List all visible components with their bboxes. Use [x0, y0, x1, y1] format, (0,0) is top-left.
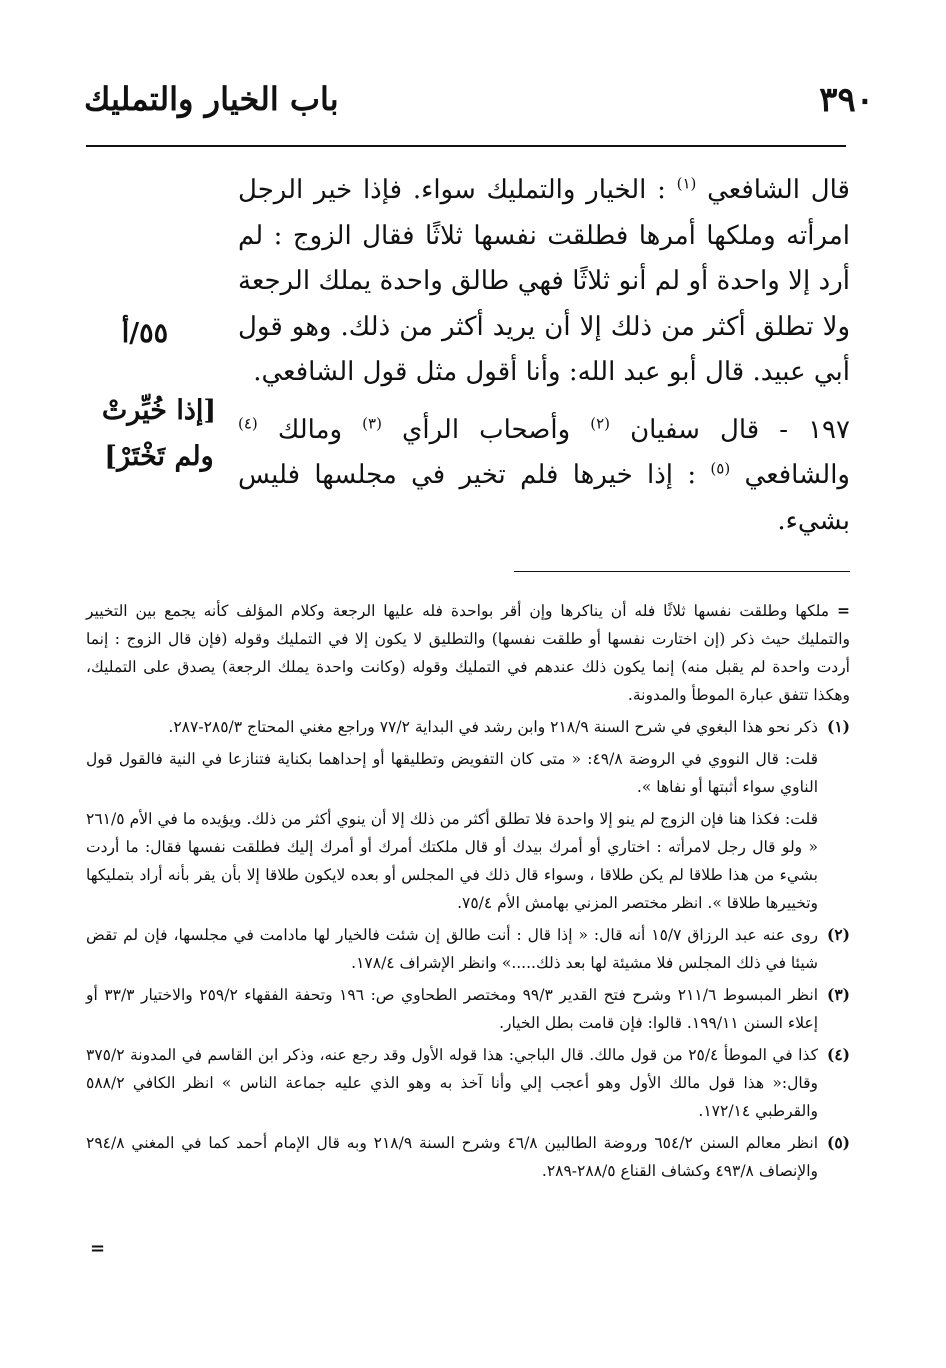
footnote-1-note-1: قلت: قال النووي في الروضة ٤٩/٨: « متى كان التفويض وتطليقها أو إحداهما بكناية فتنازعا في النية فالقول قول الناوي سواء أثبتها أو نفاها ». — [86, 750, 818, 796]
margin-heading-line-1: [إذا خُيِّرتْ — [101, 395, 217, 426]
footnote-ref-4[interactable]: (٤) — [238, 413, 258, 432]
footnote-1 — [86, 713, 850, 741]
footnote-number: (١) — [826, 717, 850, 736]
footnotes — [86, 597, 850, 1189]
footnote-number: (٣) — [826, 985, 850, 1004]
paragraph-2-text-b: وأصحاب الرأي — [381, 414, 591, 445]
footnote-3 — [86, 981, 850, 1037]
main-text — [238, 168, 850, 544]
paragraph-2-text-c: ومالك — [257, 414, 363, 445]
margin-heading — [84, 388, 234, 480]
footnote-number: (٢) — [826, 925, 850, 944]
paragraph-2-text-a: - قال سفيان — [610, 414, 809, 445]
margin-heading-line-2: ولم تَخْتَرْ] — [104, 441, 214, 472]
running-title: باب الخيار والتمليك — [84, 80, 339, 118]
paragraph-2 — [238, 408, 850, 545]
continuation-mark: = — [836, 601, 850, 620]
footnote-1-note-2: قلت: فكذا هنا فإن الزوج لم ينو إلا واحدة فلا تطلق أكثر من ذلك إلا أن ينوي أكثر من ذلك. ويؤيده ما في الأم ٢٦١/٥ « ولو قال رجل لامرأته : اختاري أو أمرك بيدك أو قال ملكتك أمرك أو أمرك إليك فطلقت نفسها فقال: ما أردت بشيء من هذا طلاقا لم يكن طلاقا ، وسواء قال ذلك في المجلس أو بعده لايكون طلاقا إلا بأن يقر بأنه أراد بتمليكها وتخييرها طلاقا ». انظر مختصر المزني بهامش الأم ٧٥/٤. — [86, 810, 818, 912]
footnote-2 — [86, 921, 850, 977]
footnote-continuation — [86, 597, 850, 709]
footnote-4 — [86, 1041, 850, 1125]
paragraph-1-text-a: قال الشافعي — [696, 175, 850, 205]
footnote-ref-1[interactable]: (١) — [676, 174, 697, 193]
paragraph-number: ١٩٧ — [808, 414, 850, 445]
header-rule — [86, 145, 846, 147]
footnote-text: انظر معالم السنن ٦٥٤/٢ وروضة الطالبين ٤٦/٨ وشرح السنة ٢١٨/٩ وبه قال الإمام أحمد كما في المغني ٢٩٤/٨ والإنصاف ٤٩٣/٨ وكشاف القناع ٢٨٨/٥-٢٨٩. — [86, 1134, 818, 1180]
footnote-5 — [86, 1129, 850, 1185]
paragraph-1-text-b: : الخيار والتمليك سواء. فإذا خير الرجل امرأته وملكها أمرها فطلقت نفسها ثلاثًا فقال الزوج : لم أرد إلا واحدة أو لم أنو ثلاثًا فهي طالق واحدة يملك الرجعة ولا تطلق أكثر من ذلك إلا أن يريد أكثر من ذلك. وهو قول أبي عبيد. قال أبو عبد الله: وأنا أقول مثل قول الشافعي. — [238, 175, 850, 387]
footnote-text: انظر المبسوط ٢١١/٦ وشرح فتح القدير ٩٩/٣ ومختصر الطحاوي ص: ١٩٦ وتحفة الفقهاء ٢٥٩/٢ والاختيار ٣٣/٣ أو إعلاء السنن ١٩٩/١١. قالوا: فإن قامت بطل الخيار. — [86, 986, 819, 1032]
footnote-continuation-text: ملكها وطلقت نفسها ثلاثًا فله أن يناكرها وإن أقر بواحدة فله عليها الرجعة وكلام المؤلف كأنه يجمع بين التخيير والتمليك حيث ذكر (إن اختارت نفسها أو طلقت نفسها) والتطليق لا يكون إلا في التمليك وقوله (فإن قال الزوج : إنما أردت واحدة لم يقبل منه) إنما يكون ذلك عندهم في التمليك وقوله (وكانت واحدة يملك الرجعة) يصدق على التمليك، وهكذا تتفق عبارة الموطأ والمدونة. — [86, 602, 850, 704]
footnote-text: روى عنه عبد الرزاق ١٥/٧ أنه قال: « إذا قال : أنت طالق إن شئت فالخيار لها مادامت في مجلسها، فإن لم تقض شيئا في ذلك المجلس فلا مشيئة لها بعد ذلك.....» وانظر الإشراف ١٧٨/٤. — [86, 926, 818, 972]
footnote-ref-2[interactable]: (٢) — [590, 413, 611, 432]
paragraph-2-text-d: والشافعي — [730, 460, 850, 490]
footnote-text: كذا في الموطأ ٢٥/٤ من قول مالك. قال الباجي: هذا قوله الأول وقد رجع عنه، وذكر ابن القاسم في المدونة ٣٧٥/٢ وقال:« هذا قول مالك الأول وهو أعجب إلي وأنا آخذ به وهو الذي عليه جماعة الناس » انظر الكافي ٥٨٨/٢ والقرطبي ١٧٢/١٤. — [86, 1046, 818, 1120]
page-number: ٣٩٠ — [819, 80, 874, 120]
manuscript-folio-ref: ٥٥/أ — [121, 318, 169, 349]
paragraph-2-text-e: : إذا خيرها فلم تخير في مجلسها فليس بشيء. — [238, 460, 850, 536]
continuation-mark-end: = — [90, 1238, 106, 1259]
footnote-number: (٤) — [826, 1045, 850, 1064]
footnote-number: (٥) — [826, 1133, 850, 1152]
footnote-rule — [514, 571, 850, 572]
footnote-text: ذكر نحو هذا البغوي في شرح السنة ٢١٨/٩ وابن رشد في البداية ٧٧/٢ وراجع مغني المحتاج ٢٨٥/٣-٢٨٧. — [168, 718, 818, 736]
paragraph-1 — [238, 168, 850, 396]
footnote-ref-3[interactable]: (٣) — [362, 413, 382, 432]
footnote-ref-5[interactable]: (٥) — [710, 459, 731, 478]
